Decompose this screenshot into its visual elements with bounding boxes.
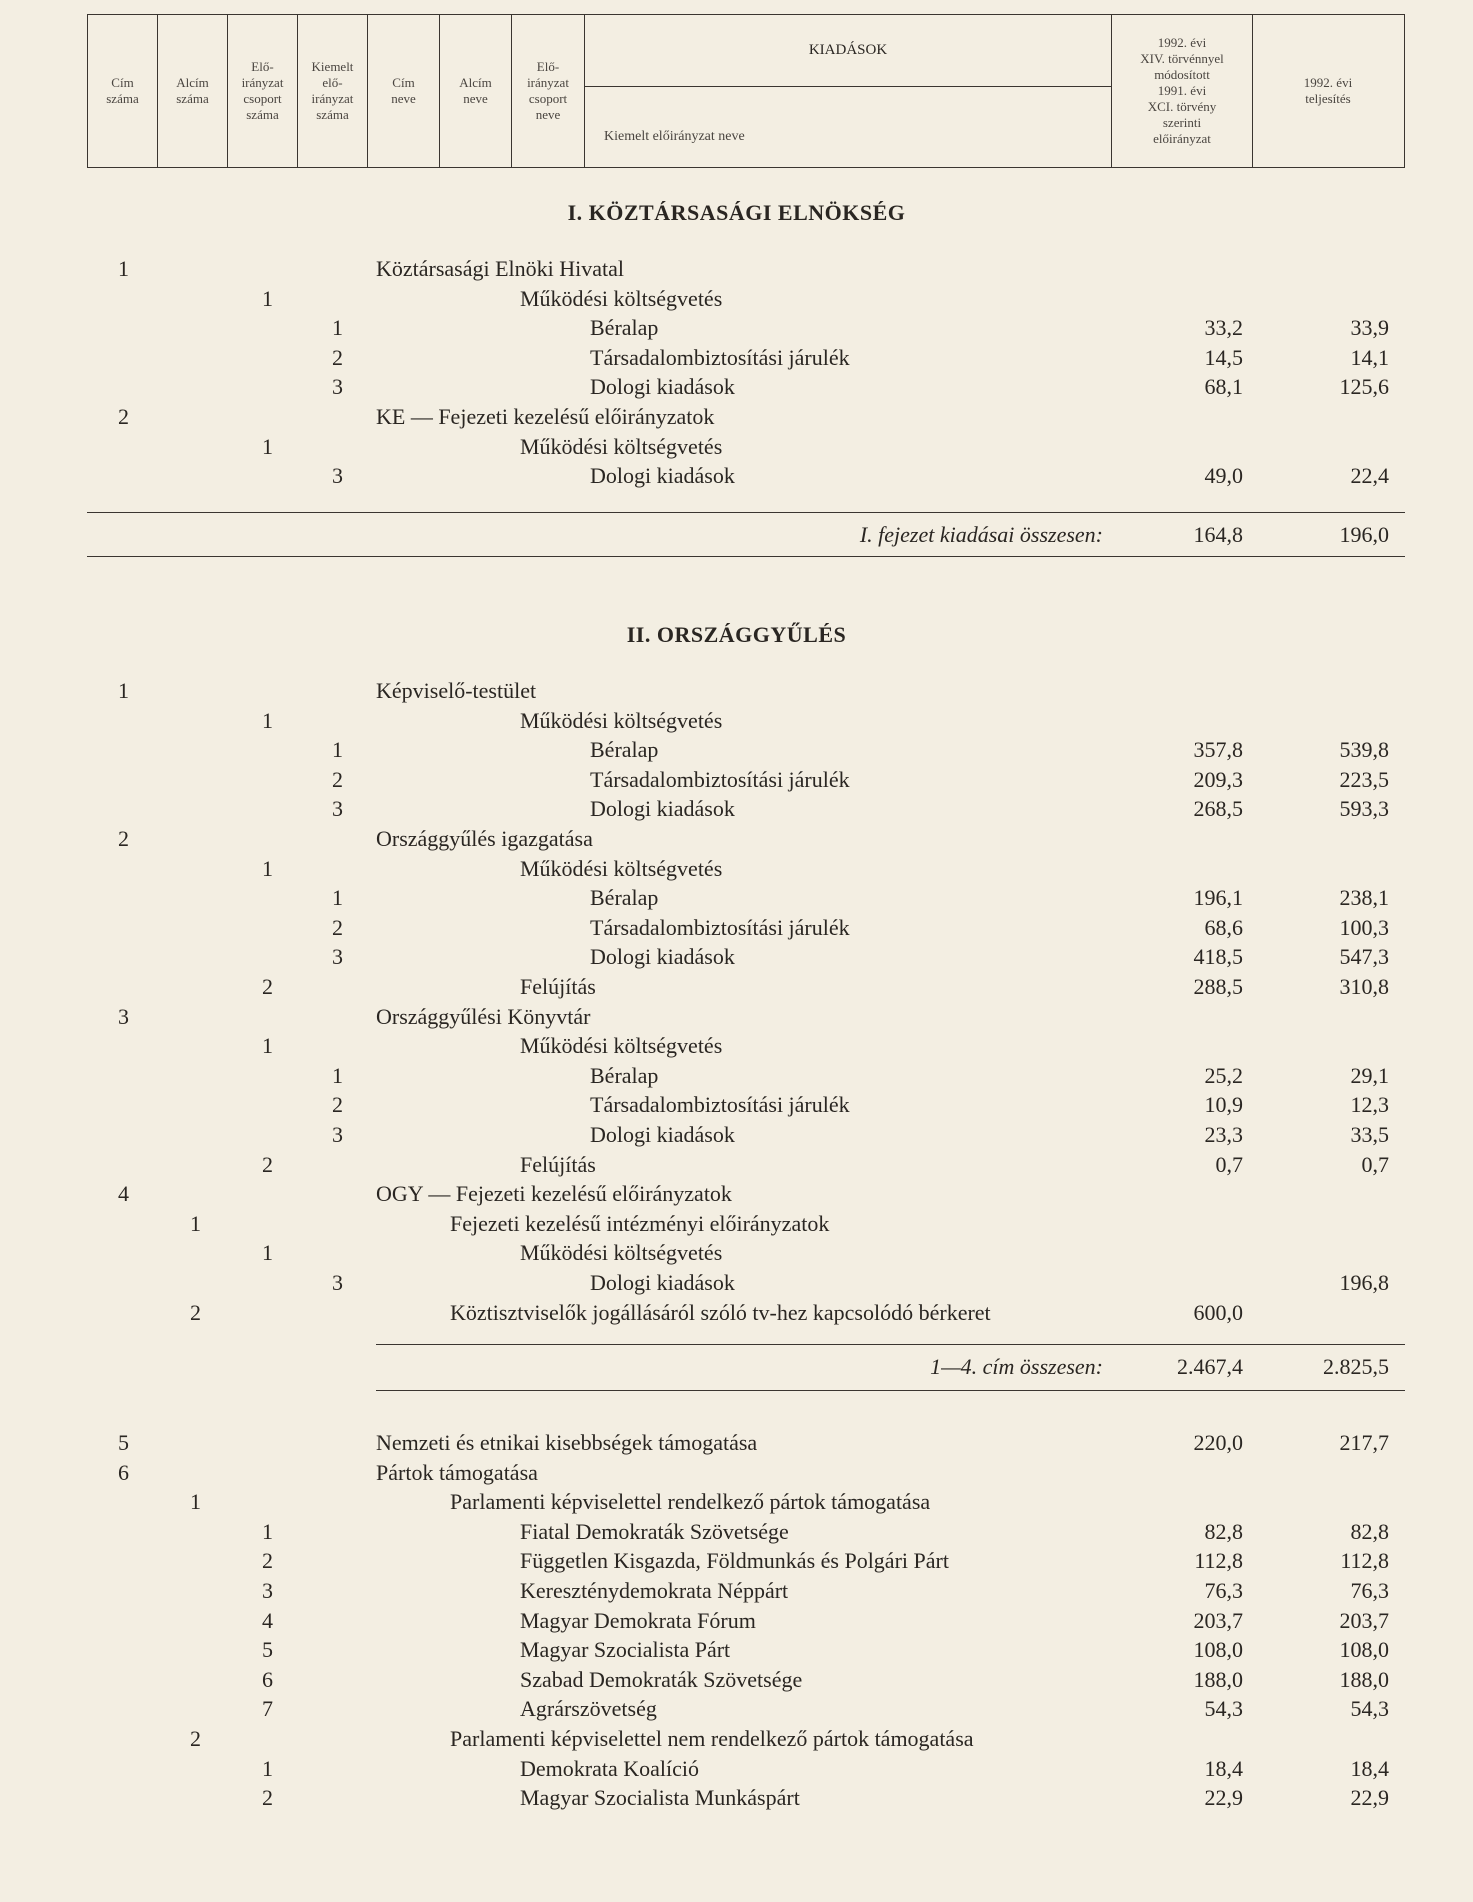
header-cim-neve: Cím neve xyxy=(368,15,440,167)
table-row xyxy=(0,1608,1473,1638)
header-cim-szama: Cím száma xyxy=(88,15,158,167)
header-col-eloiranyzat: 1992. évi XIV. törvénnyel módosított 1991. évi XCI. törvény szerinti előirányzat xyxy=(1111,15,1253,167)
row-number: 7 xyxy=(262,1696,273,1722)
table-row xyxy=(0,915,1473,945)
table-row xyxy=(0,374,1473,404)
value-teljesites: 547,3 xyxy=(1339,944,1389,970)
row-number: 6 xyxy=(118,1459,129,1485)
row-name: Béralap xyxy=(590,1062,659,1088)
section-title: II. ORSZÁGGYŰLÉS xyxy=(626,622,847,647)
header-eloiranyzat-csoport-neve: Elő- irányzat csoport neve xyxy=(512,15,585,167)
table-row xyxy=(0,1548,1473,1578)
row-name: Béralap xyxy=(590,737,659,763)
row-name: Képviselő-testület xyxy=(376,678,537,703)
table-header xyxy=(87,14,1405,168)
row-number: 1 xyxy=(118,678,129,703)
table-row xyxy=(0,1004,1473,1034)
table-row xyxy=(0,1300,1473,1330)
row-number: 2 xyxy=(332,344,343,370)
row-number: 3 xyxy=(332,796,343,822)
value-teljesites: 14,1 xyxy=(1350,344,1389,370)
header-col-teljesites: 1992. évi teljesítés xyxy=(1303,75,1353,106)
table-row xyxy=(0,1460,1473,1490)
header-alcim-szama: Alcím száma xyxy=(158,15,228,167)
table-row xyxy=(0,1578,1473,1608)
row-name: Magyar Szocialista Párt xyxy=(520,1637,731,1663)
row-name: Felújítás xyxy=(520,1151,596,1177)
row-name: Parlamenti képviselettel nem rendelkező pártok támogatása xyxy=(450,1726,974,1751)
row-name: Dologi kiadások xyxy=(590,463,735,489)
row-name: Működési költségvetés xyxy=(520,855,723,881)
table-row xyxy=(0,1033,1473,1063)
row-number: 2 xyxy=(262,1785,273,1811)
row-name: Dologi kiadások xyxy=(590,796,735,822)
row-number: 6 xyxy=(262,1666,273,1692)
row-number: 1 xyxy=(262,433,273,459)
table-row xyxy=(0,1756,1473,1786)
row-number: 2 xyxy=(190,1299,201,1325)
row-number: 1 xyxy=(262,707,273,733)
value-teljesites: 593,3 xyxy=(1339,796,1389,822)
row-number: 3 xyxy=(332,1270,343,1295)
table-row xyxy=(0,1092,1473,1122)
row-number: 1 xyxy=(262,855,273,881)
row-number: 4 xyxy=(262,1607,273,1633)
total-row xyxy=(0,522,1473,552)
table-row xyxy=(0,256,1473,286)
table-row xyxy=(0,944,1473,974)
table-row xyxy=(0,1122,1473,1152)
row-name: Nemzeti és etnikai kisebbségek támogatása xyxy=(376,1430,758,1455)
row-name: Működési költségvetés xyxy=(520,433,723,459)
value-eloiranyzat: 49,0 xyxy=(1204,463,1243,489)
row-name: Társadalombiztosítási járulék xyxy=(590,766,850,792)
value-eloiranyzat: 108,0 xyxy=(1193,1637,1243,1663)
row-number: 3 xyxy=(332,463,343,489)
total-teljesites: 196,0 xyxy=(1339,522,1389,547)
value-eloiranyzat: 220,0 xyxy=(1193,1430,1243,1455)
row-number: 2 xyxy=(332,914,343,940)
row-name: Agrárszövetség xyxy=(520,1696,657,1722)
row-name: Magyar Szocialista Munkáspárt xyxy=(520,1785,800,1811)
section-title: I. KÖZTÁRSASÁGI ELNÖKSÉG xyxy=(567,200,906,225)
row-number: 2 xyxy=(190,1726,201,1751)
value-eloiranyzat: 600,0 xyxy=(1193,1299,1243,1325)
table-row xyxy=(0,1489,1473,1519)
row-number: 5 xyxy=(118,1430,129,1455)
value-teljesites: 54,3 xyxy=(1350,1696,1389,1722)
row-name: Béralap xyxy=(590,885,659,911)
value-eloiranyzat: 10,9 xyxy=(1204,1092,1243,1118)
row-name: Országgyűlés igazgatása xyxy=(376,826,593,851)
row-name: OGY — Fejezeti kezelésű előirányzatok xyxy=(376,1181,732,1207)
row-number: 3 xyxy=(262,1578,273,1603)
value-eloiranyzat: 68,1 xyxy=(1204,374,1243,400)
value-eloiranyzat: 82,8 xyxy=(1204,1518,1243,1544)
value-teljesites: 22,9 xyxy=(1350,1785,1389,1811)
row-name: Működési költségvetés xyxy=(520,285,723,311)
row-name: Dologi kiadások xyxy=(590,944,735,970)
value-eloiranyzat: 33,2 xyxy=(1204,315,1243,341)
row-name: Parlamenti képviselettel rendelkező pártok támogatása xyxy=(450,1489,931,1515)
row-number: 1 xyxy=(262,285,273,311)
table-row xyxy=(0,796,1473,826)
value-eloiranyzat: 112,8 xyxy=(1194,1548,1243,1574)
header-kiemelt-eloiranyzat-neve: Kiemelt előirányzat neve xyxy=(604,129,745,144)
table-row xyxy=(0,1240,1473,1270)
row-name: Országgyűlési Könyvtár xyxy=(376,1003,591,1029)
row-number: 1 xyxy=(262,1755,273,1781)
row-number: 2 xyxy=(332,1092,343,1118)
row-name: Dologi kiadások xyxy=(590,374,735,400)
row-name: Pártok támogatása xyxy=(376,1459,538,1485)
table-row xyxy=(0,1152,1473,1182)
table-row xyxy=(0,1726,1473,1756)
row-name: Fejezeti kezelésű intézményi előirányzatok xyxy=(450,1210,830,1236)
table-row xyxy=(0,1211,1473,1241)
table-row xyxy=(0,974,1473,1004)
value-eloiranyzat: 0,7 xyxy=(1215,1151,1243,1177)
value-teljesites: 29,1 xyxy=(1350,1062,1389,1088)
row-name: Demokrata Koalíció xyxy=(520,1755,699,1781)
header-eloiranyzat-csoport-szama: Elő- irányzat csoport száma xyxy=(228,15,298,167)
value-teljesites: 196,8 xyxy=(1339,1270,1389,1295)
table-row xyxy=(0,767,1473,797)
value-teljesites: 0,7 xyxy=(1361,1151,1389,1177)
table-row xyxy=(0,737,1473,767)
value-teljesites: 18,4 xyxy=(1350,1755,1389,1781)
table-row xyxy=(0,434,1473,464)
value-eloiranyzat: 76,3 xyxy=(1204,1578,1243,1603)
row-name: KE — Fejezeti kezelésű előirányzatok xyxy=(376,404,715,429)
value-eloiranyzat: 209,3 xyxy=(1193,766,1243,792)
total-teljesites: 2.825,5 xyxy=(1323,1354,1389,1379)
total-row xyxy=(0,1354,1473,1384)
table-row xyxy=(0,826,1473,856)
value-teljesites: 539,8 xyxy=(1339,737,1389,763)
row-number: 1 xyxy=(262,1033,273,1059)
divider xyxy=(87,556,1405,557)
row-number: 2 xyxy=(118,404,129,429)
row-number: 1 xyxy=(262,1240,273,1266)
value-eloiranyzat: 418,5 xyxy=(1193,944,1243,970)
value-teljesites: 112,8 xyxy=(1340,1548,1389,1574)
divider xyxy=(87,512,1405,513)
table-row xyxy=(0,404,1473,434)
row-name: Béralap xyxy=(590,315,659,341)
value-teljesites: 238,1 xyxy=(1339,885,1389,911)
row-number: 3 xyxy=(118,1003,129,1029)
value-teljesites: 12,3 xyxy=(1350,1092,1389,1118)
value-eloiranyzat: 18,4 xyxy=(1204,1755,1243,1781)
header-kiadasok: KIADÁSOK xyxy=(585,15,1111,87)
table-row xyxy=(0,1785,1473,1815)
value-teljesites: 217,7 xyxy=(1339,1430,1389,1455)
divider xyxy=(376,1390,1405,1391)
value-teljesites: 108,0 xyxy=(1339,1637,1389,1663)
table-row xyxy=(0,1637,1473,1667)
value-eloiranyzat: 196,1 xyxy=(1193,885,1243,911)
row-number: 3 xyxy=(332,1122,343,1147)
row-name: Dologi kiadások xyxy=(590,1122,735,1147)
value-teljesites: 100,3 xyxy=(1339,914,1389,940)
row-name: Társadalombiztosítási járulék xyxy=(590,914,850,940)
table-row xyxy=(0,1667,1473,1697)
row-number: 2 xyxy=(332,766,343,792)
table-row xyxy=(0,315,1473,345)
row-name: Köztisztviselők jogállásáról szóló tv-hez kapcsolódó bérkeret xyxy=(450,1299,991,1325)
table-row xyxy=(0,678,1473,708)
row-number: 1 xyxy=(332,1062,343,1088)
row-number: 1 xyxy=(118,256,129,281)
total-label: 1—4. cím összesen: xyxy=(930,1354,1103,1379)
row-number: 3 xyxy=(332,374,343,400)
table-row xyxy=(0,708,1473,738)
row-number: 1 xyxy=(262,1518,273,1544)
row-name: Működési költségvetés xyxy=(520,1240,723,1266)
value-eloiranyzat: 54,3 xyxy=(1204,1696,1243,1722)
table-row xyxy=(0,1696,1473,1726)
header-alcim-neve: Alcím neve xyxy=(440,15,512,167)
total-eloiranyzat: 164,8 xyxy=(1193,522,1243,547)
row-number: 1 xyxy=(332,885,343,911)
row-name: Társadalombiztosítási járulék xyxy=(590,344,850,370)
row-number: 2 xyxy=(262,1548,273,1574)
value-eloiranyzat: 188,0 xyxy=(1193,1666,1243,1692)
value-eloiranyzat: 203,7 xyxy=(1193,1607,1243,1633)
row-name: Kereszténydemokrata Néppárt xyxy=(520,1578,789,1603)
row-number: 2 xyxy=(262,974,273,999)
row-number: 4 xyxy=(118,1181,129,1207)
value-eloiranyzat: 68,6 xyxy=(1204,914,1243,940)
table-row xyxy=(0,1181,1473,1211)
row-name: Szabad Demokraták Szövetsége xyxy=(520,1666,803,1692)
table-row xyxy=(0,463,1473,493)
table-row xyxy=(0,1270,1473,1300)
row-number: 1 xyxy=(332,737,343,763)
value-teljesites: 203,7 xyxy=(1339,1607,1389,1633)
table-row xyxy=(0,1430,1473,1460)
table-row xyxy=(0,345,1473,375)
row-name: Dologi kiadások xyxy=(590,1270,735,1295)
row-number: 2 xyxy=(118,826,129,851)
row-number: 3 xyxy=(332,944,343,970)
row-name: Magyar Demokrata Fórum xyxy=(520,1607,756,1633)
total-eloiranyzat: 2.467,4 xyxy=(1177,1354,1243,1379)
value-teljesites: 76,3 xyxy=(1350,1578,1389,1603)
row-name: Működési költségvetés xyxy=(520,1033,723,1059)
value-eloiranyzat: 288,5 xyxy=(1193,974,1243,999)
value-eloiranyzat: 22,9 xyxy=(1204,1785,1243,1811)
row-name: Fiatal Demokraták Szövetsége xyxy=(520,1518,789,1544)
table-row xyxy=(0,286,1473,316)
value-teljesites: 188,0 xyxy=(1339,1666,1389,1692)
value-teljesites: 33,5 xyxy=(1350,1122,1389,1147)
value-eloiranyzat: 14,5 xyxy=(1204,344,1243,370)
table-row xyxy=(0,885,1473,915)
total-label: I. fejezet kiadásai összesen: xyxy=(859,522,1103,547)
row-name: Működési költségvetés xyxy=(520,707,723,733)
row-number: 1 xyxy=(332,315,343,341)
header-kiemelt-eloiranyzat-szama: Kiemelt elő- irányzat száma xyxy=(298,15,368,167)
row-name: Köztársasági Elnöki Hivatal xyxy=(376,256,625,281)
divider xyxy=(376,1344,1405,1345)
value-eloiranyzat: 23,3 xyxy=(1204,1122,1243,1147)
row-number: 5 xyxy=(262,1637,273,1663)
value-teljesites: 82,8 xyxy=(1350,1518,1389,1544)
row-name: Független Kisgazda, Földmunkás és Polgári Párt xyxy=(520,1548,949,1574)
value-teljesites: 310,8 xyxy=(1339,974,1389,999)
value-eloiranyzat: 25,2 xyxy=(1204,1062,1243,1088)
value-teljesites: 33,9 xyxy=(1350,315,1389,341)
table-row xyxy=(0,856,1473,886)
value-eloiranyzat: 357,8 xyxy=(1193,737,1243,763)
row-number: 2 xyxy=(262,1151,273,1177)
table-row xyxy=(0,1519,1473,1549)
row-number: 1 xyxy=(190,1210,201,1236)
value-teljesites: 22,4 xyxy=(1350,463,1389,489)
value-eloiranyzat: 268,5 xyxy=(1193,796,1243,822)
row-number: 1 xyxy=(190,1489,201,1515)
row-name: Társadalombiztosítási járulék xyxy=(590,1092,850,1118)
table-row xyxy=(0,1063,1473,1093)
value-teljesites: 223,5 xyxy=(1339,766,1389,792)
row-name: Felújítás xyxy=(520,974,596,999)
value-teljesites: 125,6 xyxy=(1339,374,1389,400)
